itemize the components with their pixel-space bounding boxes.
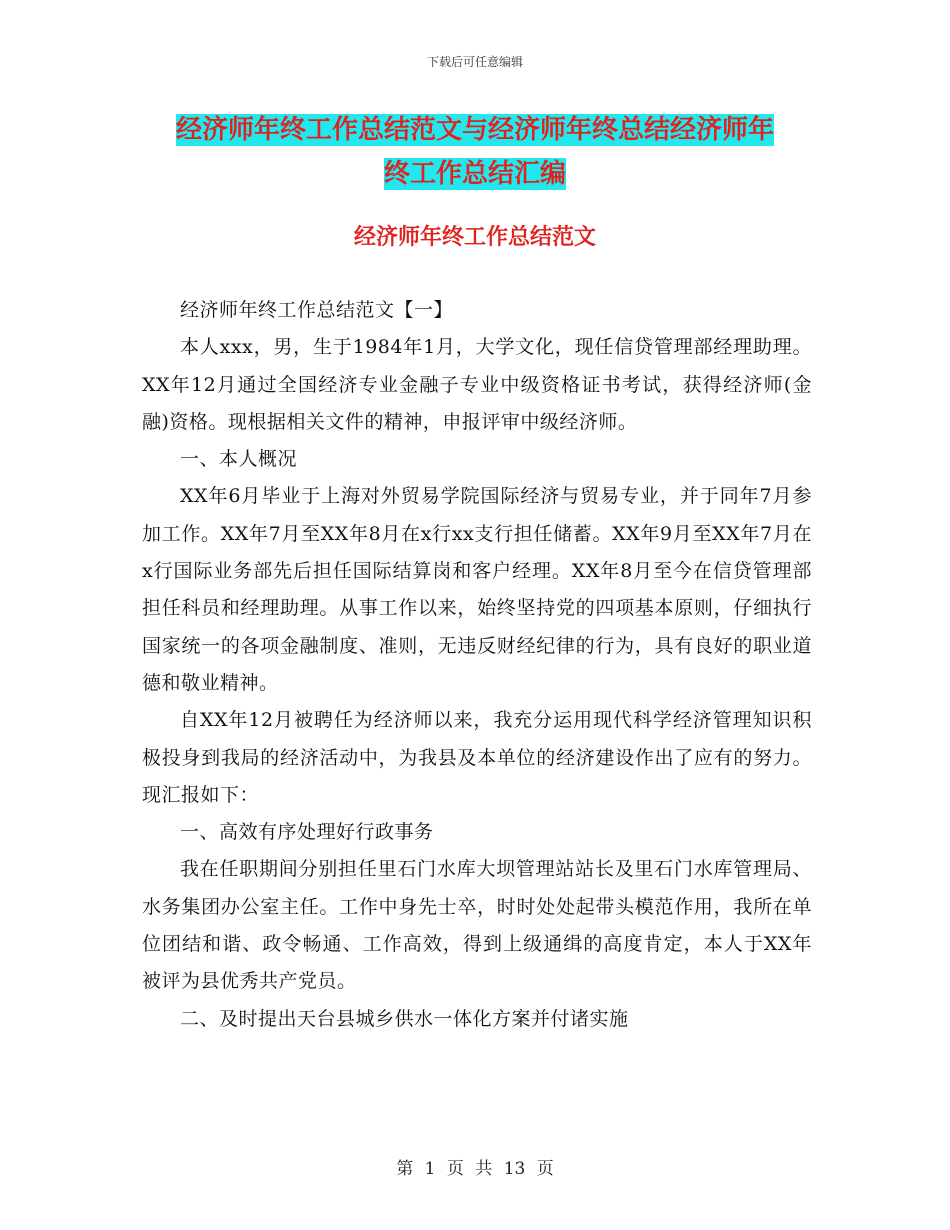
paragraph-summary: 自XX年12月被聘任为经济师以来，我充分运用现代科学经济管理知识积极投身到我局的经济活动中，为我县及本单位的经济建设作出了应有的努力。现汇报如下： xyxy=(142,709,812,806)
title-line-2: 终工作总结汇编 xyxy=(383,159,566,189)
section-title: 经济师年终工作总结范文 xyxy=(353,225,596,250)
page-footer: 第 1 页 共 13 页 xyxy=(396,1159,554,1179)
paragraph-heading-overview: 一、本人概况 xyxy=(180,448,298,471)
paragraph-intro: 本人xxx，男，生于1984年1月，大学文化，现任信贷管理部经理助理。XX年12月通过全国经济专业金融子专业中级资格证书考试，获得经济师(金融)资格。现根据相关文件的精神，申报评审中级经济师。 xyxy=(142,336,812,433)
paragraph-overview: XX年6月毕业于上海对外贸易学院国际经济与贸易专业，并于同年7月参加工作。XX年7月至XX年8月在x行xx支行担任储蓄。XX年9月至XX年7月在x行国际业务部先后担任国际结算岗和客户经理。XX年8月至今在信贷管理部担任科员和经理助理。从事工作以来，始终坚持党的四项基本原则，仔细执行国家统一的各项金融制度、准则，无违反财经纪律的行为，具有良好的职业道德和敬业精神。 xyxy=(142,485,812,694)
document-title xyxy=(0,108,950,196)
paragraph-heading-1: 经济师年终工作总结范文【一】 xyxy=(180,299,454,321)
paragraph-heading-admin: 一、高效有序处理好行政事务 xyxy=(180,821,434,844)
document-body xyxy=(142,292,812,1038)
paragraph-admin: 我在任职期间分别担任里石门水库大坝管理站站长及里石门水库管理局、水务集团办公室主任。工作中身先士卒，时时处处起带头模范作用，我所在单位团结和谐、政令畅通、工作高效，得到上级通缉的高度肯定，本人于XX年被评为县优秀共产党员。 xyxy=(142,858,812,993)
title-line-1: 经济师年终工作总结范文与经济师年终总结经济师年 xyxy=(175,115,774,145)
paragraph-heading-water: 二、及时提出天台县城乡供水一体化方案并付诸实施 xyxy=(180,1007,629,1030)
header-note: 下载后可任意编辑 xyxy=(426,55,523,69)
